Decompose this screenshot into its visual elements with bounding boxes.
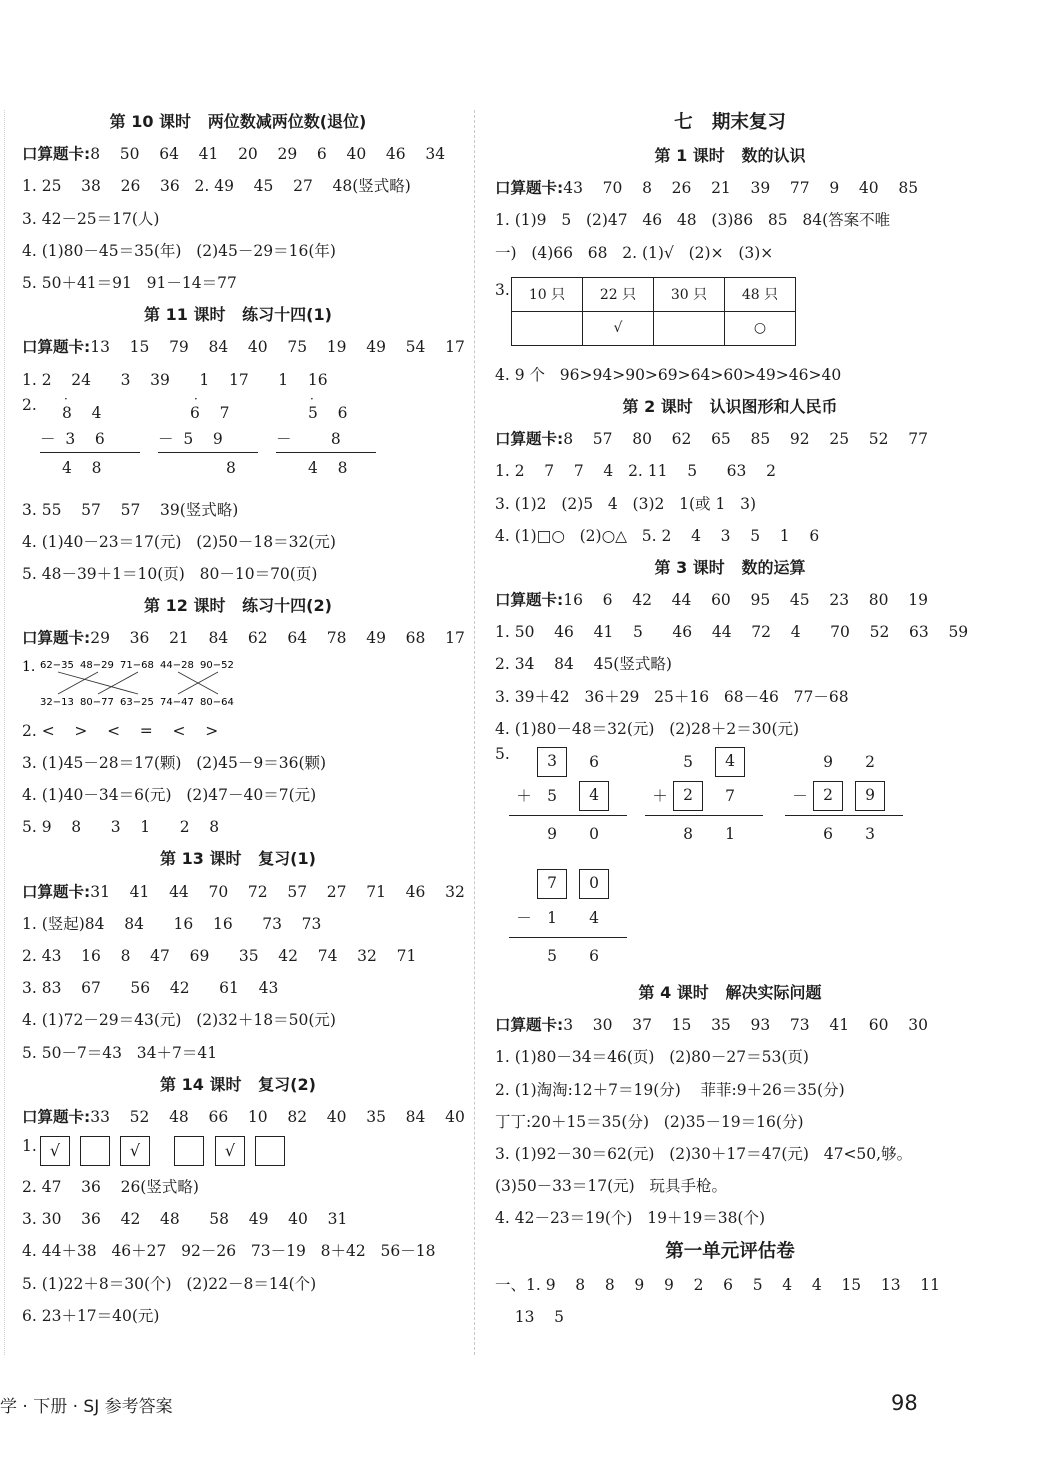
- table-mark-cell: ○: [725, 311, 796, 345]
- lesson-12-q2: 2. < > < = < >: [22, 721, 219, 740]
- lesson-13-q1: 1. (竖起)84 84 16 16 73 73: [22, 914, 322, 933]
- lesson-13-q4: 4. (1)72－29＝43(元) (2)32＋18＝50(元): [22, 1011, 336, 1030]
- lesson-11-card: 口算题卡:13 15 79 84 40 75 19 49 54 17: [22, 338, 465, 357]
- review-3-q2: 2. 34 84 45(竖式略): [495, 655, 672, 674]
- borrow-dot: ·: [310, 391, 314, 406]
- answer-box: [80, 1136, 110, 1166]
- right-column: [495, 106, 969, 1333]
- review-4-card: 口算题卡:3 30 37 15 35 93 73 41 60 30: [495, 1016, 928, 1035]
- lesson-11-q1: 1. 2 24 3 39 1 17 1 16: [22, 370, 328, 389]
- evaluation-q1b: 13 5: [495, 1307, 565, 1326]
- review-4-q4: 4. 42－23＝19(个) 19＋19＝38(个): [495, 1209, 766, 1228]
- lesson-14-card: 口算题卡:33 52 48 66 10 82 40 35 84 40: [22, 1107, 465, 1126]
- lesson-14-q3: 3. 30 36 42 48 58 49 40 31: [22, 1210, 348, 1229]
- review-4-q2b: 丁丁:20＋15＝35(分) (2)35－19＝16(分): [495, 1112, 804, 1131]
- table-mark-cell: [512, 311, 583, 345]
- lesson-12-title: 第 12 课时 练习十四(2): [144, 596, 332, 616]
- match-number: 1.: [22, 658, 36, 675]
- review-3-q4: 4. (1)80－48＝32(元) (2)28＋2＝30(元): [495, 719, 800, 738]
- match-top-expr: 62−35: [40, 659, 74, 671]
- answer-box: √: [120, 1136, 150, 1166]
- table-header-cell: 30 只: [654, 277, 725, 311]
- review-1-q3: 3. 10 只 22 只 30 只 48 只 √ ○: [495, 269, 965, 359]
- boxed-vertical-calc: 7 0 － 1 4 5 6: [509, 867, 627, 972]
- lesson-11-q2: 2. · 8 4 － 3 6 4 8 · 6 7 － 5 9 8 · 5 6 － 8 4 8: [22, 396, 454, 494]
- lesson-14-q1-boxes: 1. √ √ √: [22, 1133, 454, 1171]
- boxed-vertical-calc: 3 6 ＋ 5 4 9 0: [509, 745, 627, 850]
- lesson-14-q6: 6. 23＋17＝40(元): [22, 1306, 160, 1325]
- lesson-10-card: 口算题卡:8 50 64 41 20 29 6 40 46 34: [22, 145, 446, 164]
- match-line: [58, 672, 138, 694]
- match-top-expr: 71−68: [120, 659, 154, 671]
- review-1-q4: 4. 9 个 96>94>90>69>64>60>49>46>40: [495, 365, 842, 384]
- match-bottom-expr: 32−13: [40, 696, 74, 708]
- lesson-12-q3: 3. (1)45－28＝17(颗) (2)45－9＝36(颗): [22, 753, 327, 772]
- lesson-11-q4: 4. (1)40－23＝17(元) (2)50－18＝32(元): [22, 532, 336, 551]
- answer-box: √: [40, 1136, 70, 1166]
- lesson-14-title: 第 14 课时 复习(2): [160, 1074, 316, 1094]
- review-1-q1b: 一) (4)66 68 2. (1)√ (2)× (3)×: [495, 243, 774, 262]
- table-mark-cell: √: [583, 311, 654, 345]
- review-1-q1a: 1. (1)9 5 (2)47 46 48 (3)86 85 84(答案不唯: [495, 211, 891, 230]
- review-4-q3b: (3)50－33＝17(元) 玩具手枪。: [495, 1177, 728, 1196]
- lesson-13-q2: 2. 43 16 8 47 69 35 42 74 32 71: [22, 946, 417, 965]
- evaluation-title: 第一单元评估卷: [665, 1240, 795, 1262]
- borrow-dot: ·: [194, 391, 198, 406]
- match-bottom-expr: 63−25: [120, 696, 154, 708]
- lesson-14-q2: 2. 47 36 26(竖式略): [22, 1178, 199, 1197]
- lesson-12-card: 口算题卡:29 36 21 84 62 64 78 49 68 17: [22, 629, 465, 648]
- match-line: [98, 672, 138, 694]
- unit-title: 七 期末复习: [674, 112, 786, 133]
- match-bottom-expr: 74−47: [160, 696, 194, 708]
- lesson-13-q5: 5. 50－7＝43 34＋7＝41: [22, 1043, 218, 1062]
- review-4-q2a: 2. (1)淘淘:12＋7＝19(分) 菲菲:9＋26＝35(分): [495, 1080, 845, 1099]
- match-bottom-expr: 80−64: [200, 696, 234, 708]
- review-2-card: 口算题卡:8 57 80 62 65 85 92 25 52 77: [495, 430, 928, 449]
- lesson-13-q3: 3. 83 67 56 42 61 43: [22, 979, 279, 998]
- table-header-cell: 48 只: [725, 277, 796, 311]
- review-4-q3a: 3. (1)92－30＝62(元) (2)30＋17＝47(元) 47<50,够。: [495, 1144, 913, 1163]
- match-bottom-row: [40, 697, 234, 708]
- evaluation-q1a: 一、1. 9 8 8 9 9 2 6 5 4 4 15 13 11: [495, 1275, 940, 1294]
- review-lesson-4-title: 第 4 课时 解决实际问题: [638, 983, 822, 1002]
- match-bottom-expr: 80−77: [80, 696, 114, 708]
- review-2-q1: 1. 2 7 7 4 2. 11 5 63 2: [495, 462, 776, 481]
- match-top-expr: 44−28: [160, 659, 194, 671]
- match-top-expr: 90−52: [200, 659, 234, 671]
- lesson-12-q4: 4. (1)40－34＝6(元) (2)47－40＝7(元): [22, 786, 317, 804]
- page-number: 98: [891, 1391, 918, 1415]
- match-line: [58, 672, 98, 694]
- review-lesson-2-title: 第 2 课时 认识图形和人民币: [622, 396, 838, 416]
- boxed-vertical-calc: 5 4 ＋ 2 7 8 1: [645, 745, 763, 850]
- review-3-q5: 5. 3 6 ＋ 5 4 9 0 5 4 ＋ 2 7 8 1 9 2 － 2 9 6 3 7 0 － 1 4 5 6: [495, 745, 965, 977]
- lesson-10-title: 第 10 课时 两位数减两位数(退位): [109, 112, 367, 131]
- borrow-dot: ·: [64, 391, 68, 406]
- table-mark-cell: [654, 311, 725, 345]
- lesson-14-q4: 4. 44＋38 46＋27 92－26 73－19 8＋42 56－18: [22, 1242, 436, 1261]
- lesson-14-q5: 5. (1)22＋8＝30(个) (2)22－8＝14(个): [22, 1274, 317, 1293]
- review-lesson-1-title: 第 1 课时 数的认识: [654, 146, 806, 165]
- vertical-subtraction: · 5 6 － 8 4 8: [276, 398, 376, 484]
- lesson-10-q3: 3. 42－25＝17(人): [22, 209, 160, 228]
- match-top-row: [40, 660, 234, 671]
- lesson-10-q5: 5. 50＋41＝91 91－14＝77: [22, 273, 237, 292]
- match-lines: [58, 672, 218, 694]
- boxed-vertical-calc: 9 2 － 2 9 6 3: [785, 745, 903, 850]
- review-4-q1: 1. (1)80－34＝46(页) (2)80－27＝53(页): [495, 1048, 809, 1067]
- left-edge-dotted-line: [4, 110, 5, 1355]
- match-top-expr: 48−29: [80, 659, 114, 671]
- lesson-11-q3: 3. 55 57 57 39(竖式略): [22, 500, 239, 519]
- answer-box: [174, 1136, 204, 1166]
- review-2-q3: 3. (1)2 (2)5 4 (3)2 1(或 1 3): [495, 494, 757, 513]
- lesson-13-card: 口算题卡:31 41 44 70 72 57 27 71 46 32: [22, 882, 465, 901]
- count-table: [511, 277, 796, 346]
- review-3-q3: 3. 39＋42 36＋29 25＋16 68－46 77－68: [495, 687, 849, 706]
- column-divider: [474, 110, 475, 1355]
- matching-diagram: [22, 655, 262, 713]
- lesson-11-title: 第 11 课时 练习十四(1): [144, 305, 332, 325]
- table-header-cell: 22 只: [583, 277, 654, 311]
- answer-box: [255, 1136, 285, 1166]
- lesson-11-q5: 5. 48－39＋1＝10(页) 80－10＝70(页): [22, 565, 318, 584]
- review-3-card: 口算题卡:16 6 42 44 60 95 45 23 80 19: [495, 591, 928, 610]
- lesson-10-q1: 1. 25 38 26 36 2. 49 45 27 48(竖式略): [22, 177, 411, 196]
- lesson-10-q4: 4. (1)80－45＝35(年) (2)45－29＝16(年): [22, 241, 336, 260]
- review-1-card: 口算题卡:43 70 8 26 21 39 77 9 40 85: [495, 179, 919, 198]
- table-header-cell: 10 只: [512, 277, 583, 311]
- review-3-q1: 1. 50 46 41 5 46 44 72 4 70 52 63 59: [495, 623, 969, 642]
- review-lesson-3-title: 第 3 课时 数的运算: [654, 557, 806, 577]
- answer-box: √: [215, 1136, 245, 1166]
- vertical-subtraction: · 6 7 － 5 9 8: [158, 398, 258, 484]
- left-column: [22, 106, 465, 1332]
- lesson-12-q5: 5. 9 8 3 1 2 8: [22, 818, 220, 837]
- review-2-q4: 4. (1)□○ (2)○△ 5. 2 4 3 5 1 6: [495, 526, 820, 545]
- lesson-12-matching: [22, 655, 454, 715]
- vertical-subtraction: · 8 4 － 3 6 4 8: [40, 398, 140, 484]
- lesson-13-title: 第 13 课时 复习(1): [160, 849, 316, 869]
- footer-label: 学 · 下册 · SJ 参考答案: [0, 1397, 173, 1417]
